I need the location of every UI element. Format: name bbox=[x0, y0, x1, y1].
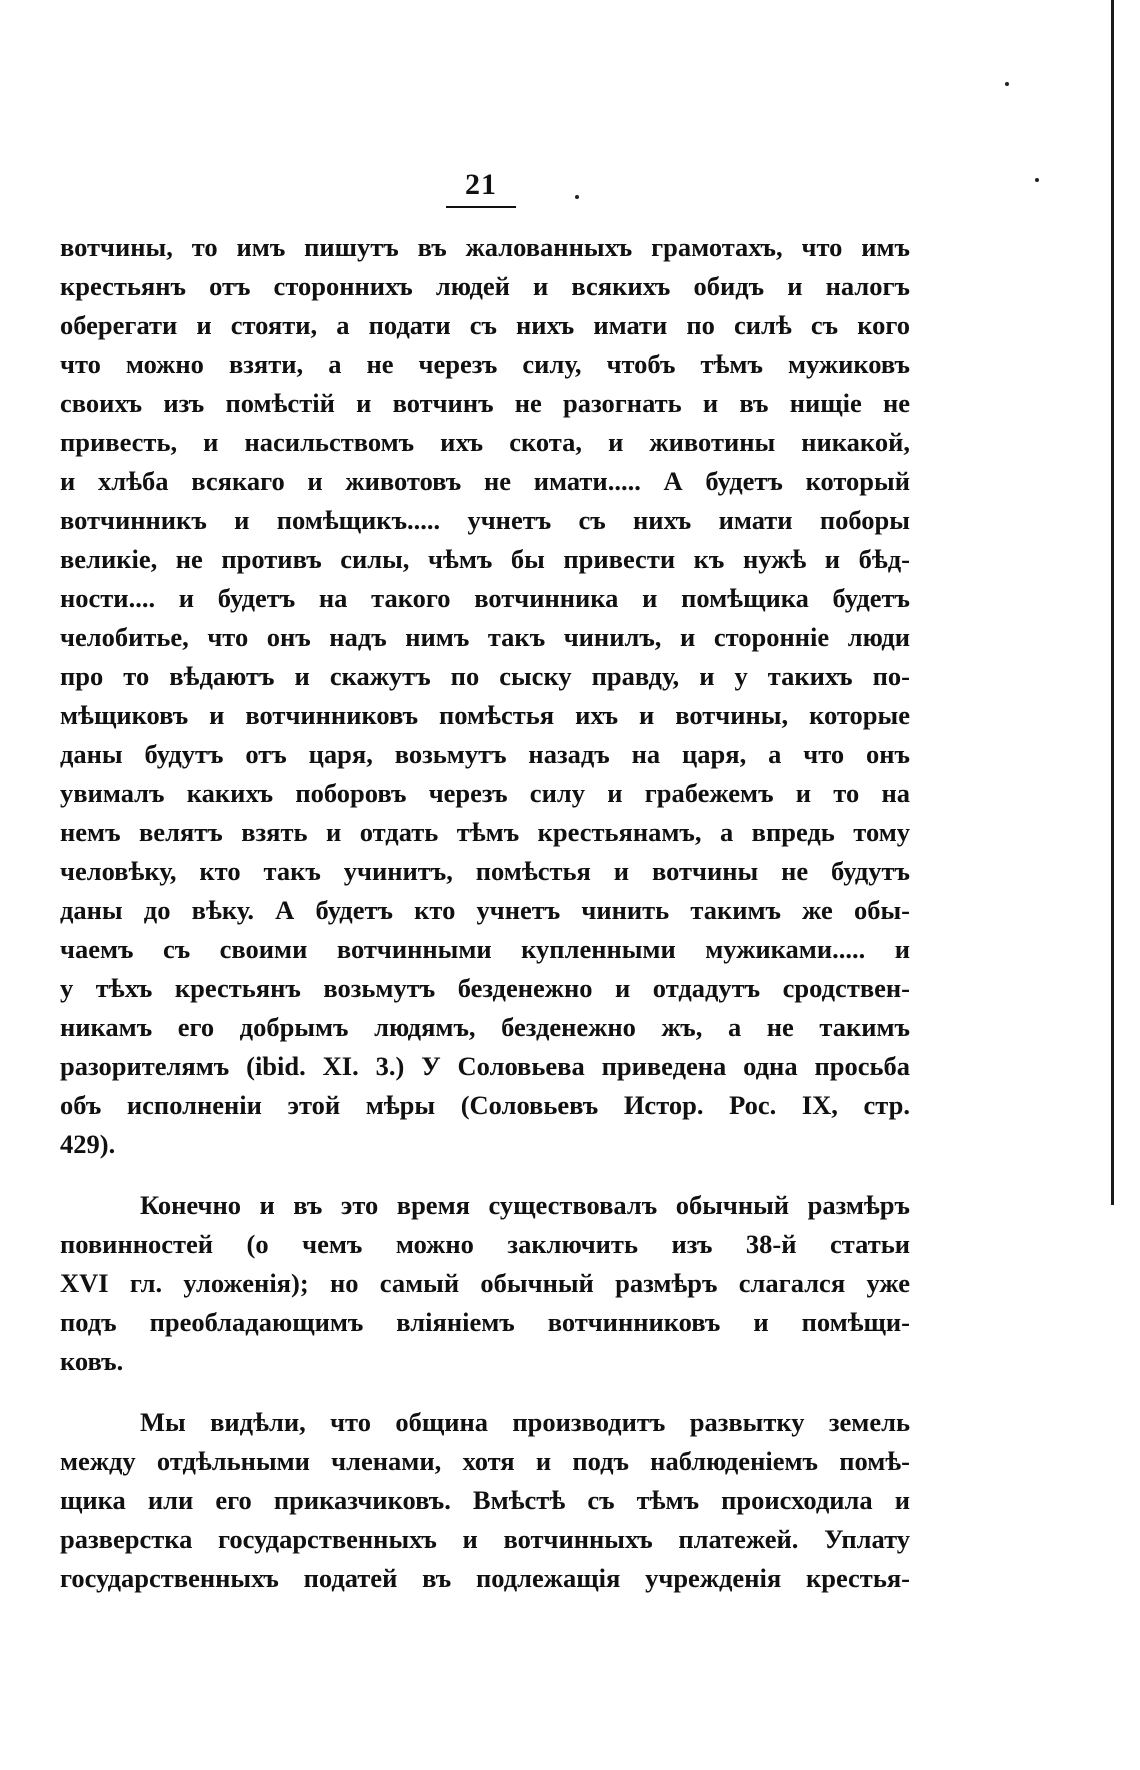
text-line: привесть, и насильствомъ ихъ скота, и животины никакой, bbox=[60, 427, 910, 457]
paragraph-gap bbox=[60, 1164, 910, 1186]
text-line: ности.... и будетъ на такого вотчинника и помѣщика будетъ bbox=[60, 583, 910, 613]
print-speck bbox=[1035, 178, 1039, 182]
text-line: даны до вѣку. А будетъ кто учнетъ чинить такимъ же обы- bbox=[60, 895, 910, 925]
text-line: 429). bbox=[60, 1129, 116, 1159]
paragraph-1 bbox=[60, 228, 910, 1164]
text-line: XVI гл. уложенія); но самый обычный размѣръ слагался уже bbox=[60, 1268, 910, 1298]
paragraph-gap bbox=[60, 1381, 910, 1403]
text-line: Мы видѣли, что община производитъ развытку земель bbox=[140, 1407, 910, 1437]
page-number: 21 bbox=[465, 168, 497, 201]
text-line: крестьянъ отъ стороннихъ людей и всякихъ обидъ и налогъ bbox=[60, 271, 910, 301]
text-line: вотчины, то имъ пишутъ въ жалованныхъ грамотахъ, что имъ bbox=[60, 232, 910, 262]
text-line: немъ велятъ взять и отдать тѣмъ крестьянамъ, а впредь тому bbox=[60, 817, 910, 847]
text-line: между отдѣльными членами, хотя и подъ наблюденіемъ помѣ- bbox=[60, 1446, 910, 1476]
text-line: человѣку, кто такъ учинитъ, помѣстья и вотчины не будутъ bbox=[60, 856, 910, 886]
text-line: у тѣхъ крестьянъ возьмутъ безденежно и отдадутъ сродствен- bbox=[60, 973, 910, 1003]
text-line: даны будутъ отъ царя, возьмутъ назадъ на царя, а что онъ bbox=[60, 739, 910, 769]
text-line: вотчинникъ и помѣщикъ..... учнетъ съ нихъ имати поборы bbox=[60, 505, 910, 535]
text-line: челобитье, что онъ надъ нимъ такъ чинилъ, и сторонніе люди bbox=[60, 622, 910, 652]
text-line: чаемъ съ своими вотчинными купленными мужиками..... и bbox=[60, 934, 910, 964]
text-line: своихъ изъ помѣстій и вотчинъ не разогнать и въ нищіе не bbox=[60, 388, 910, 418]
paragraph-2 bbox=[60, 1186, 910, 1381]
text-line: разорителямъ (ibid. XI. 3.) У Соловьева приведена одна просьба bbox=[60, 1051, 910, 1081]
text-line: повинностей (о чемъ можно заключить изъ 38-й статьи bbox=[60, 1229, 910, 1259]
text-line: ковъ. bbox=[60, 1346, 124, 1376]
text-line: никамъ его добрымъ людямъ, безденежно жъ, а не такимъ bbox=[60, 1012, 910, 1042]
page-number-underline bbox=[446, 206, 516, 208]
text-line: мѣщиковъ и вотчинниковъ помѣстья ихъ и вотчины, которые bbox=[60, 700, 910, 730]
text-line: подъ преобладающимъ вліяніемъ вотчинниковъ и помѣщи- bbox=[60, 1307, 910, 1337]
text-line: и хлѣба всякаго и животовъ не имати..... А будетъ который bbox=[60, 466, 910, 496]
paragraph-3 bbox=[60, 1403, 910, 1598]
print-speck bbox=[575, 195, 579, 199]
page-edge-line bbox=[1111, 0, 1114, 1205]
text-line: щика или его приказчиковъ. Вмѣстѣ съ тѣмъ происходила и bbox=[60, 1485, 910, 1515]
text-line: что можно взяти, а не черезъ силу, чтобъ тѣмъ мужиковъ bbox=[60, 349, 910, 379]
text-line: государственныхъ податей въ подлежащія учрежденія крестья- bbox=[60, 1563, 910, 1593]
text-line: оберегати и стояти, а подати съ нихъ имати по силѣ съ кого bbox=[60, 310, 910, 340]
body-text bbox=[60, 228, 910, 1598]
text-line: великіе, не противъ силы, чѣмъ бы привести къ нужѣ и бѣд- bbox=[60, 544, 910, 574]
text-line: про то вѣдаютъ и скажутъ по сыску правду, и у такихъ по- bbox=[60, 661, 910, 691]
text-line: разверстка государственныхъ и вотчинныхъ платежей. Уплату bbox=[60, 1524, 910, 1554]
print-speck bbox=[1005, 82, 1009, 86]
text-line: увималъ какихъ поборовъ черезъ силу и грабежемъ и то на bbox=[60, 778, 910, 808]
text-line: объ исполненіи этой мѣры (Соловьевъ Истор. Рос. IX, стр. bbox=[60, 1090, 910, 1120]
text-line: Конечно и въ это время существовалъ обычный размѣръ bbox=[140, 1190, 910, 1220]
